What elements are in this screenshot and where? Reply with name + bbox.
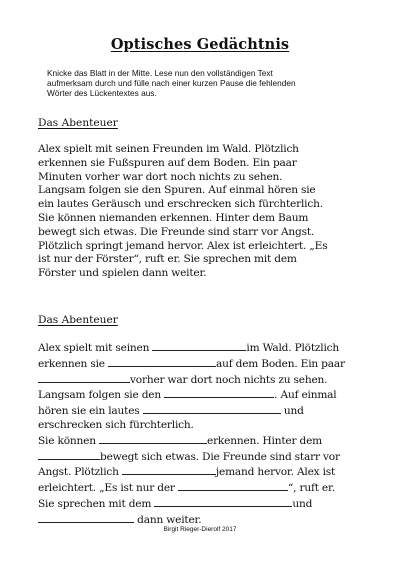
gap-line-text: und [280, 405, 304, 418]
instruction-text [47, 68, 377, 98]
gap-line-text: Alex spielt mit seinen [38, 342, 153, 354]
blank-field[interactable] [154, 496, 292, 507]
page-title: Optisches Gedächtnis [110, 36, 290, 53]
story-line: Förster und spielen dann weiter. [38, 267, 207, 280]
blank-field[interactable] [143, 403, 281, 414]
story-line: Plötzlich springt jemand hervor. Alex ist erleichtert. „Es [38, 239, 328, 252]
blank-field[interactable] [108, 356, 216, 367]
gap-line [38, 496, 382, 512]
blank-field[interactable] [178, 480, 288, 491]
story-line: Langsam folgen sie den Spuren. Auf einmal hören sie [38, 184, 316, 197]
gap-line [38, 387, 382, 403]
gap-line [38, 372, 382, 388]
instruction-line: Wörter des Lückentextes aus. [47, 88, 157, 98]
story-line: ein lautes Geräusch und erschrecken sich fürchterlich. [38, 198, 323, 211]
gap-line-text: jemand hervor. Alex ist [215, 466, 336, 479]
blank-field[interactable] [38, 372, 130, 383]
story-line: Minuten vorher war dort noch nichts zu sehen. [38, 170, 283, 183]
gap-line-text: auf dem Boden. Ein paar [216, 357, 345, 370]
story-line: ist nur der Förster“, ruft er. Sie sprechen mit dem [38, 253, 297, 266]
gap-text [38, 340, 382, 528]
story-line: Sie können niemanden erkennen. Hinter dem Baum [38, 211, 309, 224]
gap-line-text: erkennen. Hinter dem [207, 434, 322, 447]
blank-field[interactable] [38, 449, 100, 460]
gap-line-text: . Auf einmal [274, 389, 337, 402]
gap-line-text: Angst. Plötzlich [38, 466, 122, 479]
gap-line-text: im Wald. Plötzlich [246, 342, 340, 354]
instruction-line: aufmerksam durch und fülle nach einer kurzen Pause die fehlenden [47, 78, 296, 88]
gap-line-text: hören sie ein lautes [38, 405, 143, 418]
story-line: erkennen sie Fußspuren auf dem Boden. Ein paar [38, 156, 297, 169]
gap-line-text: bewegt sich etwas. Die Freunde sind starr vor [100, 450, 340, 463]
instruction-line: Knicke das Blatt in der Mitte. Lese nun den vollständigen Text [47, 68, 273, 78]
gap-line-text: und [292, 497, 313, 510]
blank-field[interactable] [99, 433, 207, 444]
gap-line [38, 433, 382, 449]
story-heading-full: Das Abenteuer [38, 117, 118, 129]
story-line: bewegt sich etwas. Die Freunde sind starr vor Angst. [38, 225, 315, 238]
blank-field[interactable] [122, 464, 216, 475]
gap-line [38, 403, 382, 419]
author-credit: Birgit Rieger-Dierolf 2017 [163, 526, 237, 533]
gap-line-text: Sie sprechen mit dem [38, 497, 155, 510]
gap-line [38, 340, 382, 356]
gap-line-text: erkennen sie [38, 357, 108, 370]
gap-line-text: “, ruft er. [287, 482, 335, 495]
gap-line [38, 419, 382, 433]
gap-line-text: vorher war dort noch nichts zu sehen. [130, 373, 328, 386]
gap-line [38, 480, 382, 496]
story-line: Alex spielt mit seinen Freunden im Wald. Plötzlich [38, 143, 299, 155]
blank-field[interactable] [152, 340, 246, 351]
gap-line [38, 449, 382, 465]
gap-line-text: erschrecken sich fürchterlich. [38, 418, 194, 431]
story-heading-gap: Das Abenteuer [38, 314, 118, 326]
gap-line-text: dann weiter. [134, 513, 202, 526]
blank-field[interactable] [38, 512, 134, 523]
gap-line-text: erleichtert. „Es ist nur der [38, 482, 178, 495]
gap-line-text: Langsam folgen sie den [38, 389, 165, 402]
gap-line [38, 464, 382, 480]
gap-line [38, 356, 382, 372]
blank-field[interactable] [164, 387, 274, 398]
gap-line-text: Sie können [38, 434, 99, 447]
story-full-text [38, 143, 382, 281]
